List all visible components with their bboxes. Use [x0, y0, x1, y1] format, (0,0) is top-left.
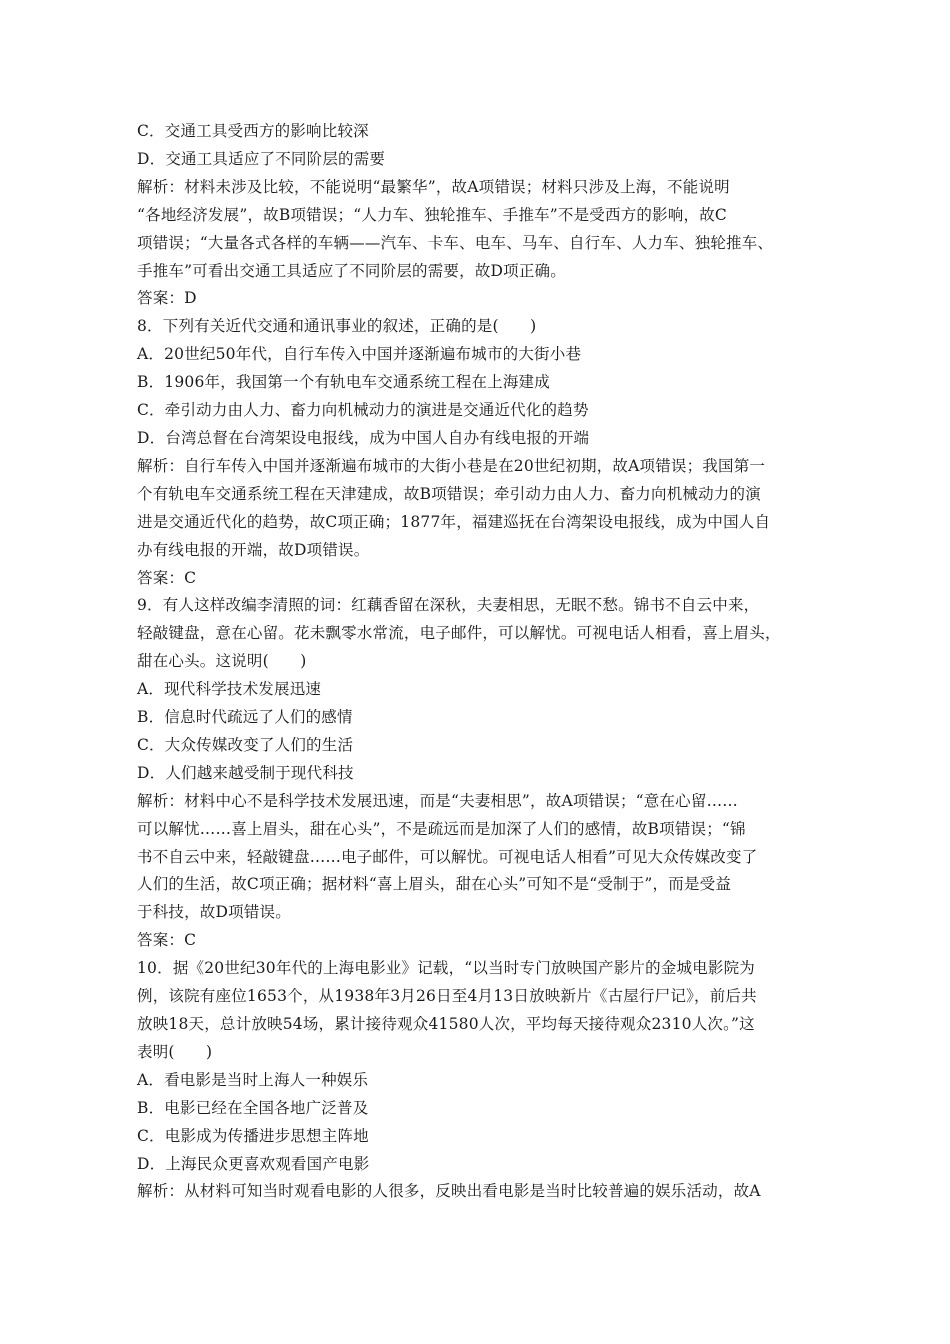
document-page: [137, 118, 827, 1206]
option-b-q8: B．1906年，我国第一个有轨电车交通系统工程在上海建成: [137, 373, 550, 392]
answer-q8: 答案：C: [137, 568, 197, 587]
option-d-q7: D．交通工具适应了不同阶层的需要: [137, 149, 386, 168]
option-d-q8: D．台湾总督在台湾架设电报线，成为中国人自办有线电报的开端: [137, 428, 590, 447]
analysis-q9-line4: 人们的生活，故C项正确；据材料“喜上眉头，甜在心头”可知不是“受制于”，而是受益: [137, 875, 732, 894]
answer-q7: 答案：D: [137, 289, 197, 308]
option-b-q10: B．电影已经在全国各地广泛普及: [137, 1098, 369, 1117]
analysis-q10-line1: 解析：从材料可知当时观看电影的人很多，反映出看电影是当时比较普遍的娱乐活动，故A: [137, 1182, 761, 1201]
analysis-q9-line2: 可以解忧……喜上眉头，甜在心头”，不是疏远而是加深了人们的感情，故B项错误；“锦: [137, 819, 746, 838]
question-9-line3: 甜在心头。这说明( ): [137, 652, 307, 671]
question-10-line4: 表明( ): [137, 1042, 213, 1061]
analysis-q9-line3: 书不自云中来，轻敲键盘……电子邮件，可以解忧。可视电话人相看”可见大众传媒改变了: [137, 847, 758, 866]
analysis-q7-line2: “各地经济发展”，故B项错误；“人力车、独轮推车、手推车”不是受西方的影响，故C: [137, 205, 727, 224]
analysis-q8-line2: 个有轨电车交通系统工程在天津建成，故B项错误；牵引动力由人力、畜力向机械动力的演: [137, 484, 761, 503]
analysis-q9-line5: 于科技，故D项错误。: [137, 903, 291, 922]
question-10-line3: 放映18天，总计放映54场，累计接待观众41580人次，平均每天接待观众2310人次。”这: [137, 1015, 755, 1033]
option-d-q9: D．人们越来越受制于现代科技: [137, 763, 354, 782]
analysis-q9-line1: 解析：材料中心不是科学技术发展迅速，而是“夫妻相思”，故A项错误；“意在心留……: [137, 791, 738, 810]
answer-q9: 答案：C: [137, 931, 197, 950]
option-c-q7: C．交通工具受西方的影响比较深: [137, 122, 369, 140]
question-9-line1: 9．有人这样改编李清照的词：红藕香留在深秋，夫妻相思，无眠不愁。锦书不自云中来，: [137, 596, 760, 615]
question-10-line2: 例，该院有座位1653个，从1938年3月26日至4月13日放映新片《古屋行尸记》，前后共: [137, 987, 757, 1006]
option-a-q8: A．20世纪50年代，自行车传入中国并逐渐遍布城市的大街小巷: [137, 345, 582, 364]
analysis-q7-line3: 项错误；“大量各式各样的车辆——汽车、卡车、电车、马车、自行车、人力车、独轮推车、: [137, 233, 774, 252]
option-c-q8: C．牵引动力由人力、畜力向机械动力的演进是交通近代化的趋势: [137, 401, 589, 420]
option-a-q9: A．现代科学技术发展迅速: [137, 680, 322, 699]
option-a-q10: A．看电影是当时上海人一种娱乐: [137, 1070, 369, 1089]
analysis-q8-line1: 解析：自行车传入中国并逐渐遍布城市的大街小巷是在20世纪初期，故A项错误；我国第一: [137, 456, 766, 475]
analysis-q7-line4: 手推车”可看出交通工具适应了不同阶层的需要，故D项正确。: [137, 261, 566, 280]
analysis-q8-line3: 进是交通近代化的趋势，故C项正确；1877年，福建巡抚在台湾架设电报线，成为中国人自: [137, 512, 771, 531]
option-d-q10: D．上海民众更喜欢观看国产电影: [137, 1154, 370, 1173]
option-c-q10: C．电影成为传播进步思想主阵地: [137, 1126, 369, 1145]
question-8: 8．下列有关近代交通和通讯事业的叙述，正确的是( ): [137, 317, 537, 336]
option-b-q9: B．信息时代疏远了人们的感情: [137, 708, 353, 727]
analysis-q8-line4: 办有线电报的开端，故D项错误。: [137, 540, 370, 559]
analysis-q7-line1: 解析：材料未涉及比较，不能说明“最繁华”，故A项错误；材料只涉及上海，不能说明: [137, 177, 730, 196]
question-9-line2: 轻敲键盘，意在心留。花未飘零水常流，电子邮件，可以解忧。可视电话人相看，喜上眉头，: [137, 624, 781, 643]
option-c-q9: C．大众传媒改变了人们的生活: [137, 735, 354, 754]
question-10-line1: 10．据《20世纪30年代的上海电影业》记载，“以当时专门放映国产影片的金城电影院为: [137, 959, 755, 978]
